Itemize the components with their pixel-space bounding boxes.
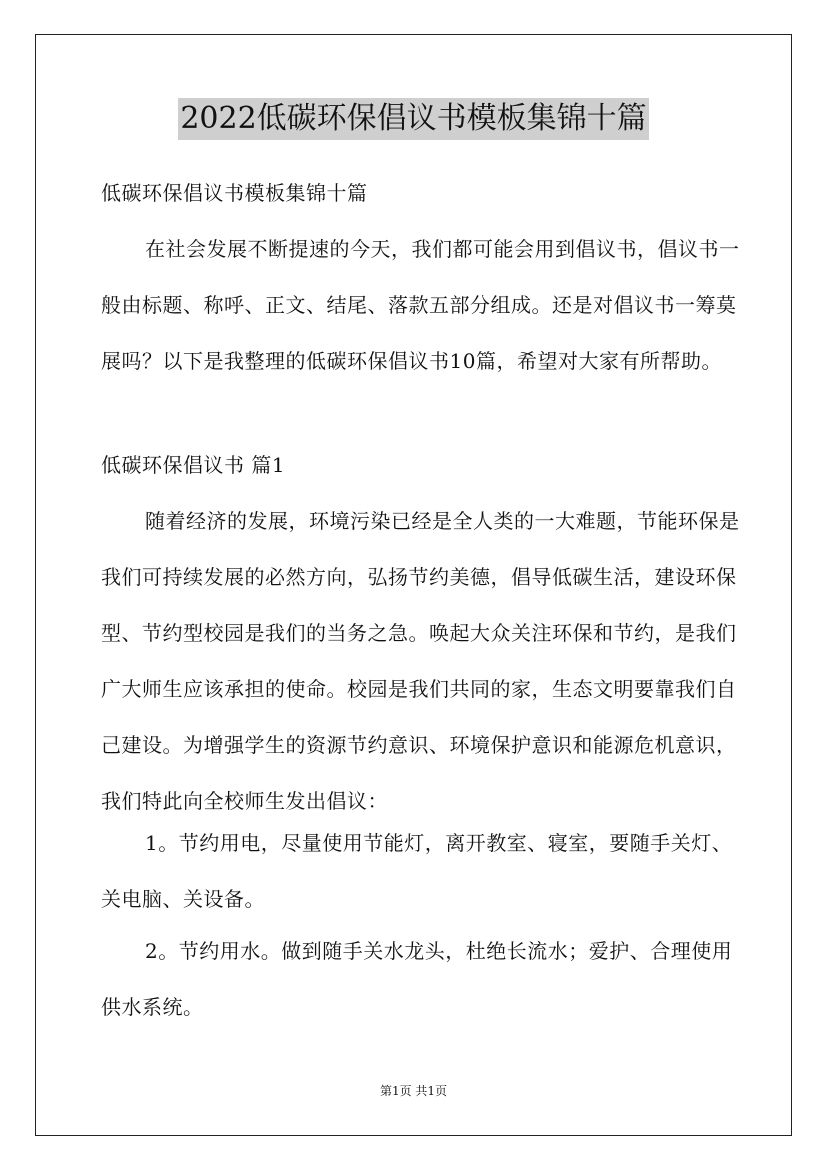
list-item-1: 1。节约用电，尽量使用节能灯，离开教室、寝室，要随手关灯、关电脑、关设备。	[101, 831, 733, 911]
document-title: 2022低碳环保倡议书模板集锦十篇	[178, 98, 648, 140]
document-subtitle: 低碳环保倡议书模板集锦十篇	[101, 181, 368, 205]
title-container	[0, 98, 827, 140]
intro-paragraph: 在社会发展不断提速的今天，我们都可能会用到倡议书，倡议书一般由标题、称呼、正文、结尾、落款五部分组成。还是对倡议书一筹莫展吗？以下是我整理的低碳环保倡议书10篇，希望对大家有所帮助。	[101, 237, 740, 373]
section-heading: 低碳环保倡议书 篇1	[101, 453, 286, 477]
body-paragraph-1: 随着经济的发展，环境污染已经是全人类的一大难题，节能环保是我们可持续发展的必然方向，弘扬节约美德，倡导低碳生活，建设环保型、节约型校园是我们的当务之急。唤起大众关注环保和节约，是我们广大师生应该承担的使命。校园是我们共同的家，生态文明要靠我们自己建设。为增强学生的资源节约意识、环境保护意识和能源危机意识，我们特此向全校师生发出倡议：	[101, 509, 740, 813]
page-footer: 第1页 共1页	[379, 1084, 448, 1098]
list-item-2: 2。节约用水。做到随手关水龙头，杜绝长流水；爱护、合理使用供水系统。	[101, 939, 733, 1019]
